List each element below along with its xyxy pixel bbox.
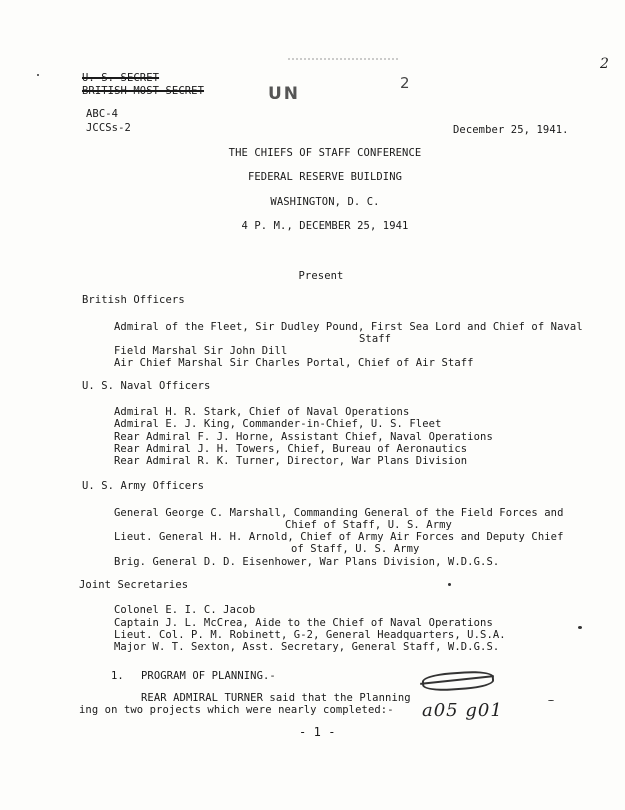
attendee-line: Admiral E. J. King, Commander-in-Chief, U. S. Fleet: [114, 418, 442, 430]
group-heading-british: British Officers: [82, 294, 185, 306]
classification-us-secret: U. S. SECRET: [82, 72, 160, 84]
handwritten-document-number: a05 g01: [422, 700, 503, 721]
attendee-line: General George C. Marshall, Commanding General of the Field Forces and: [114, 507, 564, 519]
attendee-line: Admiral H. R. Stark, Chief of Naval Operations: [114, 406, 410, 418]
section-heading: PROGRAM OF PLANNING.-: [141, 670, 276, 682]
attendee-line: Lieut. Col. P. M. Robinett, G-2, General Headquarters, U.S.A.: [114, 629, 506, 641]
declassification-stamp: UN: [268, 84, 301, 104]
attendee-line: Captain J. L. McCrea, Aide to the Chief of Naval Operations: [114, 617, 493, 629]
title-building: FEDERAL RESERVE BUILDING: [247, 171, 403, 183]
attendee-line: Chief of Staff, U. S. Army: [285, 519, 452, 531]
stamp-fragment: 2: [400, 74, 410, 92]
stray-ink-mark: [448, 583, 451, 586]
attendee-line: Admiral of the Fleet, Sir Dudley Pound, First Sea Lord and Chief of Naval: [114, 321, 583, 333]
attendee-line: Lieut. General H. H. Arnold, Chief of Army Air Forces and Deputy Chief: [114, 531, 564, 543]
present-heading: Present: [298, 270, 344, 282]
stray-ink-mark: [37, 74, 39, 76]
attendee-line: Rear Admiral R. K. Turner, Director, War Plans Division: [114, 455, 468, 467]
title-conference: THE CHIEFS OF STAFF CONFERENCE: [228, 147, 422, 159]
attendee-line: of Staff, U. S. Army: [291, 543, 420, 555]
group-heading-army: U. S. Army Officers: [82, 480, 205, 492]
document-date: December 25, 1941.: [453, 124, 569, 136]
attendee-line: Rear Admiral J. H. Towers, Chief, Bureau of Aeronautics: [114, 443, 468, 455]
section-paragraph-line: REAR ADMIRAL TURNER said that the Planning: [141, 692, 411, 704]
group-heading-naval: U. S. Naval Officers: [82, 380, 211, 392]
attendee-line: Colonel E. I. C. Jacob: [114, 604, 256, 616]
attendee-line: Rear Admiral F. J. Horne, Assistant Chief, Naval Operations: [114, 431, 493, 443]
page-number: - 1 -: [299, 725, 336, 739]
attendee-line: Major W. T. Sexton, Asst. Secretary, General Staff, W.D.G.S.: [114, 641, 500, 653]
attendee-line: Staff: [359, 333, 392, 345]
classification-british-most-secret: BRITISH MOST SECRET: [82, 85, 205, 97]
title-location: WASHINGTON, D. C.: [270, 196, 380, 208]
reference-abc: ABC-4: [86, 108, 119, 120]
section-paragraph-line: ing on two projects which were nearly completed:-: [79, 704, 394, 716]
stray-ink-mark: [548, 700, 554, 701]
stray-ink-mark: [578, 626, 582, 629]
stamp-faded-edge: [288, 58, 398, 86]
section-number: 1.: [111, 670, 124, 682]
title-datetime: 4 P. M., DECEMBER 25, 1941: [241, 220, 409, 232]
corner-handwritten-mark: 2: [600, 56, 609, 72]
attendee-line: Brig. General D. D. Eisenhower, War Plans Division, W.D.G.S.: [114, 556, 500, 568]
attendee-line: Air Chief Marshal Sir Charles Portal, Chief of Air Staff: [114, 357, 474, 369]
reference-jccss: JCCSs-2: [86, 122, 131, 134]
attendee-line: Field Marshal Sir John Dill: [114, 345, 288, 357]
group-heading-secretaries: Joint Secretaries: [79, 579, 189, 591]
